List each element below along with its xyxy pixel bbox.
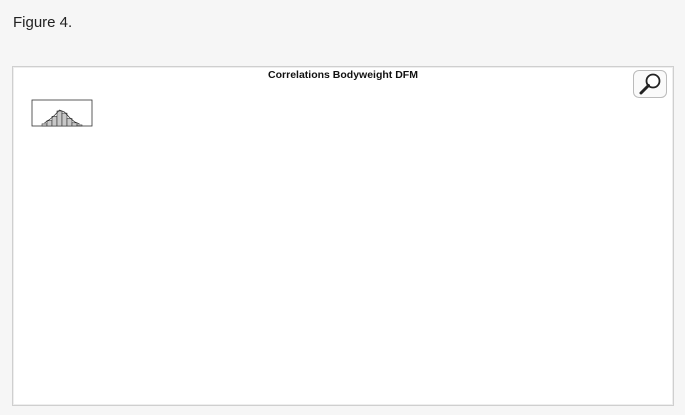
figure-caption: Figure 4.: [13, 14, 73, 31]
histogram-bar: [57, 111, 62, 126]
histogram-bar: [77, 125, 82, 126]
chart-frame: [12, 66, 674, 406]
histogram-bar: [47, 121, 52, 126]
histogram-bar: [52, 116, 57, 126]
scatter-matrix: [13, 67, 673, 405]
histogram-bar: [72, 123, 77, 126]
histogram-bar: [62, 113, 67, 126]
histogram-bar: [42, 124, 47, 126]
histogram-bar: [67, 119, 72, 127]
chart-title: Correlations Bodyweight DFM: [268, 69, 418, 81]
variable-label-bg: [35, 101, 89, 109]
